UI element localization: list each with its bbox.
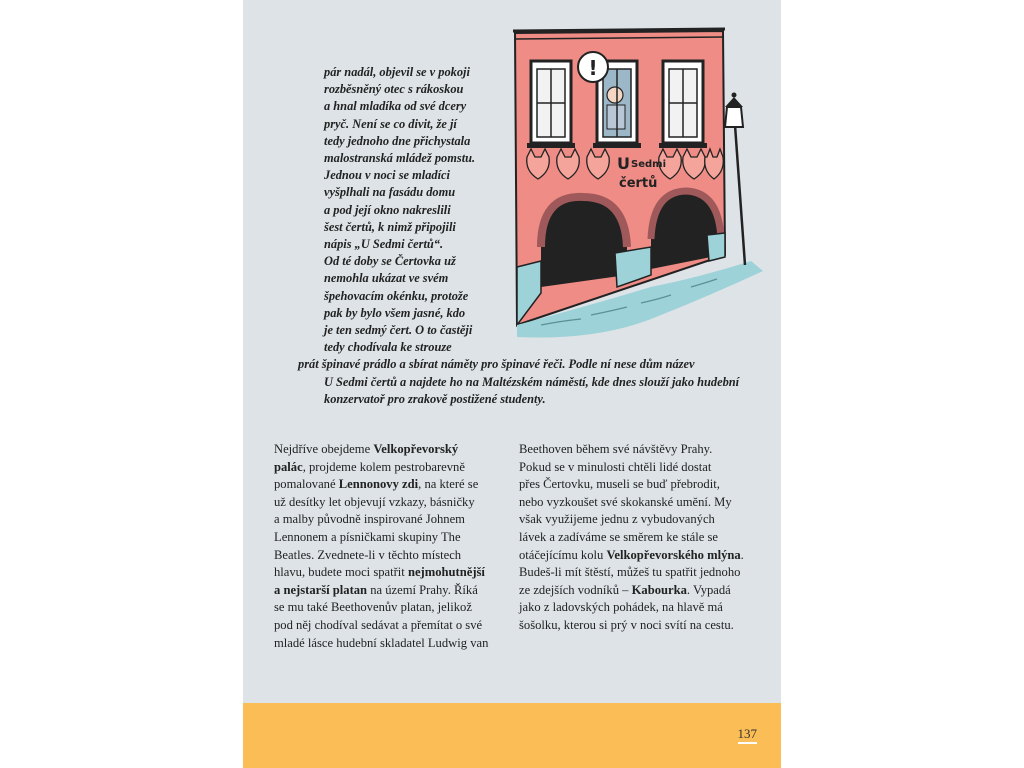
story-line: a pod její okno nakreslili bbox=[324, 202, 451, 217]
body-line: přes Čertovku, museli se buď přebrodit, bbox=[519, 477, 720, 492]
story-line: konzervatoř pro zrakově postižené studenty. bbox=[324, 391, 546, 406]
body-line: Nejdříve obejdeme Velkopřevorský bbox=[274, 442, 459, 456]
story-line: pryč. Není se co divit, že jí bbox=[324, 116, 457, 131]
bold-term: Velkopřevorský bbox=[373, 442, 459, 456]
story-line: malostranská mládež pomstu. bbox=[324, 151, 476, 166]
story-line: U Sedmi čertů a najdete ho na Maltézském náměstí, kde dnes slouží jako hudební bbox=[324, 374, 740, 389]
body-line: Budeš-li mít štěstí, můžeš tu spatřit jednoho bbox=[519, 565, 741, 580]
story-line: rozběsněný otec s rákoskou bbox=[324, 82, 464, 97]
footer-band bbox=[243, 703, 781, 768]
story-line: a hnal mladíka od své dcery bbox=[324, 99, 467, 114]
body-line: pod něj chodíval sedávat a přemítat o své bbox=[274, 617, 483, 632]
body-line: hlavu, budete moci spatřit nejmohutnější bbox=[274, 565, 485, 580]
story-line: nápis „U Sedmi čertů“. bbox=[324, 237, 444, 252]
body-line: ze zdejších vodníků – Kabourka. Vypadá bbox=[519, 582, 731, 597]
body-line: otáčejícímu kolu Velkopřevorského mlýna. bbox=[519, 547, 744, 562]
story-line: špehovacím okénku, protože bbox=[324, 288, 469, 303]
story-line: prát špinavé prádlo a sbírat náměty pro špinavé řeči. Podle ní nese dům název bbox=[298, 357, 695, 372]
bold-term: Velkopřevorského mlýna bbox=[606, 547, 741, 562]
story-line: pak by bylo všem jasné, kdo bbox=[324, 305, 466, 320]
story-line: pár nadál, objevil se v pokoji bbox=[324, 65, 470, 79]
story-line: nemohla ukázat ve svém bbox=[324, 271, 449, 286]
bold-term: Kabourka bbox=[631, 582, 687, 597]
body-line: však využijeme jednu z vybudovaných bbox=[519, 512, 715, 527]
body-line: Beethoven během své návštěvy Prahy. bbox=[519, 442, 713, 456]
story-line: Od té doby se Čertovka už bbox=[324, 254, 456, 269]
body-line: se mu také Beethovenův platan, jelikož bbox=[274, 600, 472, 615]
story-line: vyšplhali na fasádu domu bbox=[324, 185, 456, 200]
body-line: jako z ladovských pohádek, na hlavě má bbox=[519, 600, 723, 615]
body-line: Beatles. Zvednete-li v těchto místech bbox=[274, 547, 462, 562]
sign-u: U bbox=[617, 154, 630, 173]
body-column-left bbox=[274, 441, 504, 652]
body-line: a nejstarší platan na území Prahy. Říká bbox=[274, 582, 478, 597]
story-line: Jednou v noci se mladíci bbox=[324, 168, 450, 183]
book-page bbox=[243, 0, 781, 768]
exclamation-mark: ! bbox=[588, 56, 598, 80]
sign-sedmi: Sedmi bbox=[631, 159, 666, 170]
story-line: tedy chodívala ke strouze bbox=[324, 340, 452, 355]
bold-term: palác bbox=[274, 459, 303, 474]
body-line: pomalované Lennonovy zdi, na které se bbox=[274, 477, 479, 492]
body-line: nebo vyzkoušet své skokanské umění. My bbox=[519, 494, 732, 509]
bold-term: a nejstarší platan bbox=[274, 582, 368, 597]
body-line: už desítky let objevují vzkazy, básničky bbox=[274, 494, 475, 509]
page-number: 137 bbox=[738, 727, 758, 744]
story-italic-text bbox=[298, 64, 764, 408]
body-line: a malby původně inspirované Johnem bbox=[274, 512, 465, 527]
bold-term: nejmohutnější bbox=[407, 565, 485, 580]
body-line: Pokud se v minulosti chtěli lidé dostat bbox=[519, 459, 712, 474]
story-line: šest čertů, k nimž připojili bbox=[324, 219, 456, 234]
body-column-right bbox=[519, 441, 754, 635]
body-line: mladé lásce hudební skladatel Ludwig van bbox=[274, 635, 489, 650]
bold-term: Lennonovy zdi bbox=[338, 477, 419, 492]
story-line: tedy jednoho dne přichystala bbox=[324, 133, 471, 148]
story-line: je ten sedmý čert. O to častěji bbox=[324, 323, 473, 338]
sign-certu: čertů bbox=[619, 176, 658, 191]
body-line: lávek a zadíváme se směrem ke stále se bbox=[519, 529, 718, 544]
body-line: Lennonem a písničkami skupiny The bbox=[274, 529, 461, 544]
body-line: šošolku, kterou si prý v noci svítí na cestu. bbox=[519, 617, 734, 632]
body-line: palác, projdeme kolem pestrobarevně bbox=[274, 459, 465, 474]
